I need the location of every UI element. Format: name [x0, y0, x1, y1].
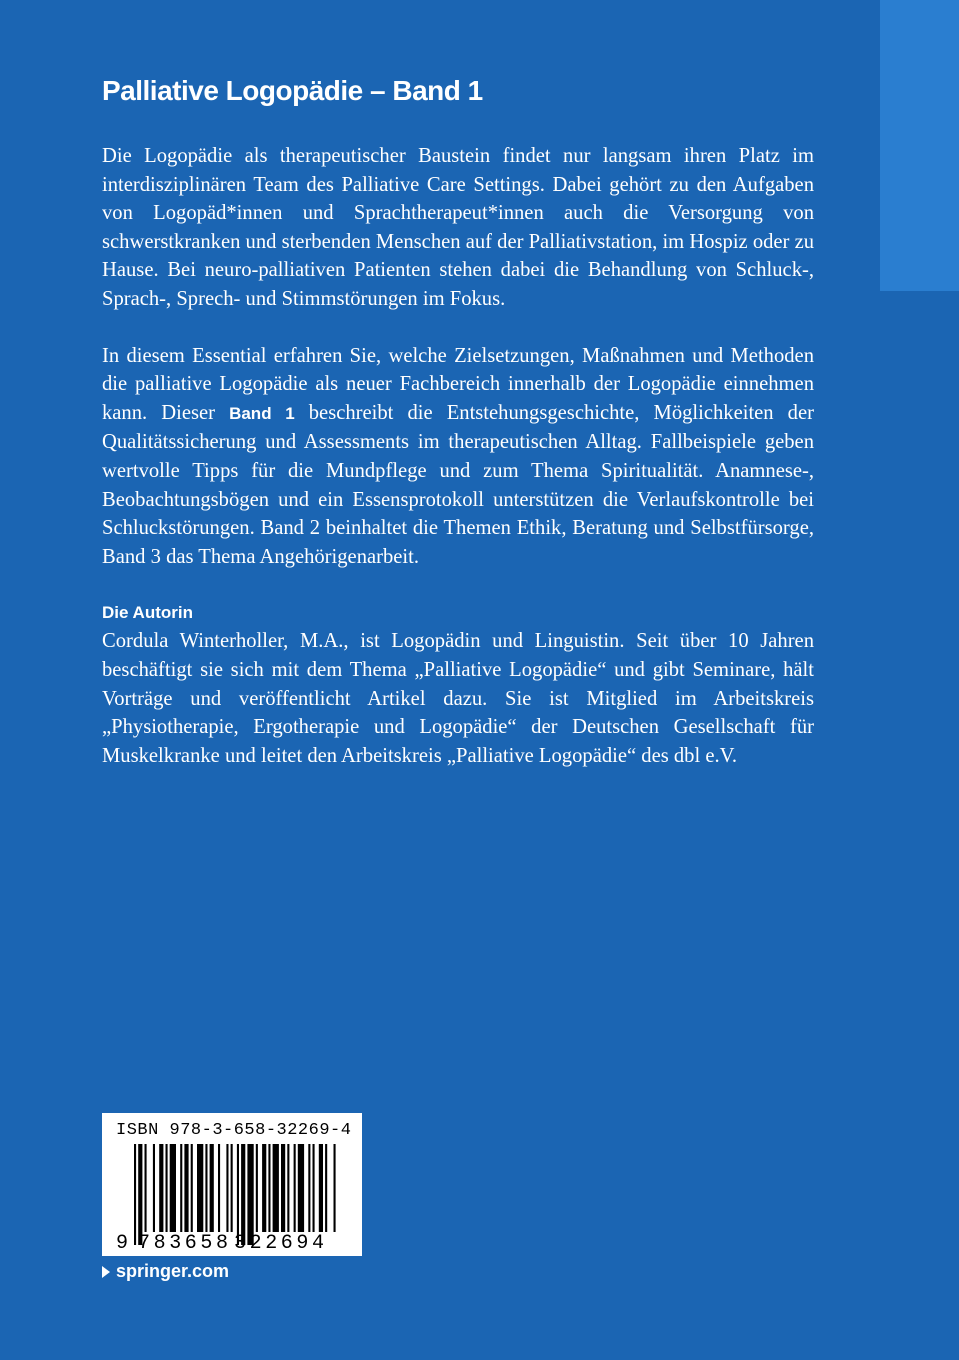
- barcode-bar: [313, 1144, 315, 1232]
- publisher-link[interactable]: [102, 1261, 229, 1282]
- barcode-bar: [145, 1144, 147, 1232]
- para2-text-before: In diesem Essential erfahren Sie, welche Zielsetzungen, Maßnahmen und Methoden die palliative Logopädie als neuer Fachbereich innerhalb der Logopädie einnehmen kann. Dieser: [102, 344, 814, 424]
- barcode-bar: [210, 1144, 214, 1232]
- barcode-bar: [273, 1144, 279, 1232]
- barcode-bar: [308, 1144, 310, 1232]
- barcode-bar: [256, 1144, 258, 1232]
- barcode-bar: [281, 1144, 285, 1232]
- isbn-barcode: [102, 1113, 362, 1256]
- barcode-bar: [226, 1144, 228, 1232]
- barcode-left-group: 783658: [138, 1232, 232, 1255]
- barcode-bar: [197, 1144, 203, 1232]
- barcode-bar: [205, 1144, 207, 1232]
- description-paragraph-1: Die Logopädie als therapeutischer Baustein findet nur langsam ihren Platz im interdisziplinären Team des Palliative Care Settings. Dabei gehört zu den Aufgaben von Logopäd*innen und Sprachtherapeut*innen auch die Versorgung von schwerstkranken und sterbenden Menschen auf der Palliativstation, im Hospiz oder zu Hause. Bei neuro-palliativen Patienten stehen dabei die Behandlung von Schluck-, Sprach-, Sprech- und Stimmstörungen im Fokus.: [102, 145, 815, 310]
- spine-color-tab: [880, 0, 959, 291]
- barcode-first-digit: 9: [116, 1232, 129, 1255]
- barcode-bar: [241, 1144, 245, 1245]
- back-cover-content: [102, 68, 814, 798]
- barcode-bar: [159, 1144, 163, 1232]
- isbn-label: ISBN 978-3-658-32269-4: [116, 1121, 352, 1140]
- barcode-bar: [170, 1144, 176, 1232]
- barcode-right-group: 322694: [234, 1232, 328, 1255]
- para2-text-after: beschreibt die Entstehungsgeschichte, Möglichkeiten der Qualitätssicherung und Assessments im therapeutischen Alltag. Fallbeispiele geben wertvolle Tipps für die Mundpflege und zum Thema Spiritualität. Anamnese-, Beobachtungsbögen und ein Essensprotokoll unterstützen die Verlaufskontrolle bei Schluckstörungen. Band 2 beinhaltet die Themen Ethik, Beratung und Selbstfürsorge, Band 3 das Thema Angehörigenarbeit.: [102, 401, 814, 568]
- barcode-bar: [325, 1144, 327, 1232]
- barcode-bar: [180, 1144, 182, 1232]
- description-paragraph-2: [102, 342, 814, 572]
- barcode-bar: [134, 1144, 136, 1245]
- barcode-bar: [247, 1144, 253, 1245]
- barcode-bar: [191, 1144, 193, 1232]
- barcode-bar: [218, 1144, 220, 1232]
- barcode-bar: [334, 1144, 336, 1232]
- publisher-link-text: springer.com: [116, 1261, 230, 1281]
- barcode-bar: [287, 1144, 289, 1232]
- barcode-bar: [237, 1144, 239, 1245]
- barcode-bar: [298, 1144, 304, 1232]
- arrow-right-icon: [102, 1266, 110, 1278]
- barcode-bar: [262, 1144, 266, 1232]
- barcode-bar: [231, 1144, 233, 1232]
- barcode-bar: [268, 1144, 270, 1232]
- barcode-bar: [153, 1144, 155, 1232]
- barcode-bar: [294, 1144, 296, 1232]
- barcode-bar: [319, 1144, 323, 1232]
- author-bio: Cordula Winterholler, M.A., ist Logopädin und Linguistin. Seit über 10 Jahren beschäftigt sie sich mit dem Thema „Palliative Logopädie“ und gibt Seminare, hält Vorträge und veröffentlicht Artikel dazu. Sie ist Mitglied im Arbeitskreis „Physiotherapie, Ergotherapie und Logopädie“ der Deutschen Gesellschaft für Muskelkranke und leitet den Arbeitskreis „Palliative Logopädie“ des dbl e.V.: [102, 630, 814, 767]
- author-heading: Die Autorin: [102, 603, 193, 623]
- barcode-bar: [138, 1144, 142, 1245]
- book-title: Palliative Logopädie – Band 1: [102, 75, 483, 106]
- para2-bold-band: Band 1: [229, 403, 295, 423]
- barcode-bar: [166, 1144, 168, 1232]
- barcode-bar: [184, 1144, 188, 1232]
